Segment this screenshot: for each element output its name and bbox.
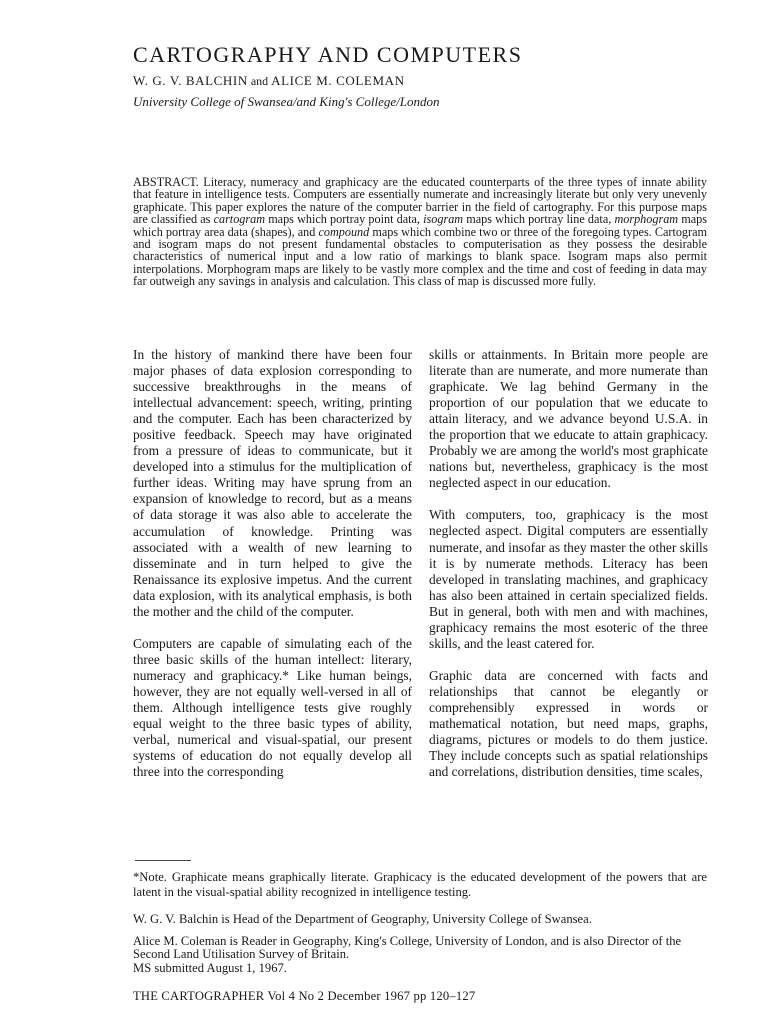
author-bio-2: Alice M. Coleman is Reader in Geography, King's College, University of London, and is also Director of the Second Land Utilisation Survey of Britain. [133,934,682,962]
abstract-text: maps which portray area data (shapes), and [133,212,707,239]
abstract-term: compound [318,224,370,239]
paper-title: CARTOGRAPHY AND COMPUTERS [133,42,523,67]
abstract-label: ABSTRACT. [133,175,199,189]
manuscript-date: MS submitted August 1, 1967. [133,960,287,975]
author-line [133,73,405,89]
abstract-text: Literacy, numeracy and graphicacy are the educated counterparts of the three types of innate ability that feature in intelligence tests. Computers are essentially numerate and increasingly literate but only very unevenly graphicate. This paper explores the nature of the computer barrier in the field of cartography. For this purpose maps are classified as [133,175,707,227]
body-column-left [133,347,412,796]
journal-details: Vol 4 No 2 December 1967 pp 120–127 [267,989,476,1003]
journal-citation [133,989,475,1004]
abstract-term: isogram [423,212,464,227]
abstract [133,176,707,288]
abstract-text: maps which combine two or three of the foregoing types. Cartogram and isogram maps do not present fundamental obstacles to computerisation as they possess the desirable characteristics of numerical input and a low ratio of markings to blank space. Isogram maps also permit interpolations. Morphogram maps are likely to be vastly more complex and the time and cost of feeding in data may far outweigh any savings in analysis and calculation. This class of map is discussed more fully. [133,224,707,289]
body-paragraph: Graphic data are concerned with facts and relationships that cannot be elegantly or comprehensibly expressed in words or mathematical notation, but need maps, graphs, diagrams, pictures or models to do them justice. They include concepts such as spatial relationships and correlations, distribution densities, time scales, [429,667,708,780]
body-paragraph: skills or attainments. In Britain more people are literate than are numerate, and more numerate than graphicate. We lag behind Germany in the proportion of our population that we educate to attain literacy, and we advance beyond U.S.A. in the proportion that we educate to attain graphicacy. Probably we are among the world's most graphicate nations but, nevertheless, graphicacy is the most neglected aspect in our education. [429,347,708,491]
author-1: W. G. V. BALCHIN [133,73,248,88]
body-paragraph: With computers, too, graphicacy is the most neglected aspect. Digital computers are essentially numerate, and insofar as they master the other skills it is by numerate methods. Literacy has been developed in translating machines, and graphicacy has also been attained in certain specialized fields. But in general, both with men and with machines, graphicacy remains the most esoteric of the three skills, and the least catered for. [429,507,708,651]
footnote: *Note. Graphicate means graphically literate. Graphicacy is the educated development of the powers that are latent in the visual-spatial ability recognized in intelligence testing. [133,870,707,899]
abstract-term: morphogram [614,212,679,227]
body-paragraph: In the history of mankind there have been four major phases of data explosion corresponding to successive breakthroughs in the means of intellectual advancement: speech, writing, printing and the computer. Each has been characterized by positive feedback. Speech may have originated from a pressure of ideas to communicate, but it developed into a stimulus for the multiplication of further ideas. Writing may have sprung from an expansion of knowledge to record, but as a means of data storage it was also able to accelerate the accumulation of knowledge. Printing was associated with a wealth of new learning to disseminate and in turn helped to give the Renaissance its explosive impetus. And the current data explosion, with its analytical emphasis, is both the mother and the child of the computer. [133,347,412,619]
author-2: ALICE M. COLEMAN [271,73,405,88]
body-paragraph: Computers are capable of simulating each of the three basic skills of the human intellect: literary, numeracy and graphicacy.* Like human beings, however, they are not equally well-versed in all of them. Although intelligence tests give roughly equal weight to the three basic types of ability, verbal, numerical and visual-spatial, our present systems of education do not equally develop all three into the corresponding [133,635,412,780]
abstract-text: maps which portray point data, [265,212,424,227]
journal-name: THE CARTOGRAPHER [133,989,265,1003]
footnote-rule [135,860,191,861]
body-column-right [429,347,708,796]
affiliation: University College of Swansea/and King's College/London [133,94,440,109]
abstract-text: maps which portray line data, [463,212,615,227]
author-conjunction: and [250,74,269,88]
author-bio-2-block [133,935,707,975]
author-bio-1: W. G. V. Balchin is Head of the Department of Geography, University College of Swansea. [133,912,592,926]
abstract-term: cartogram [213,212,266,227]
